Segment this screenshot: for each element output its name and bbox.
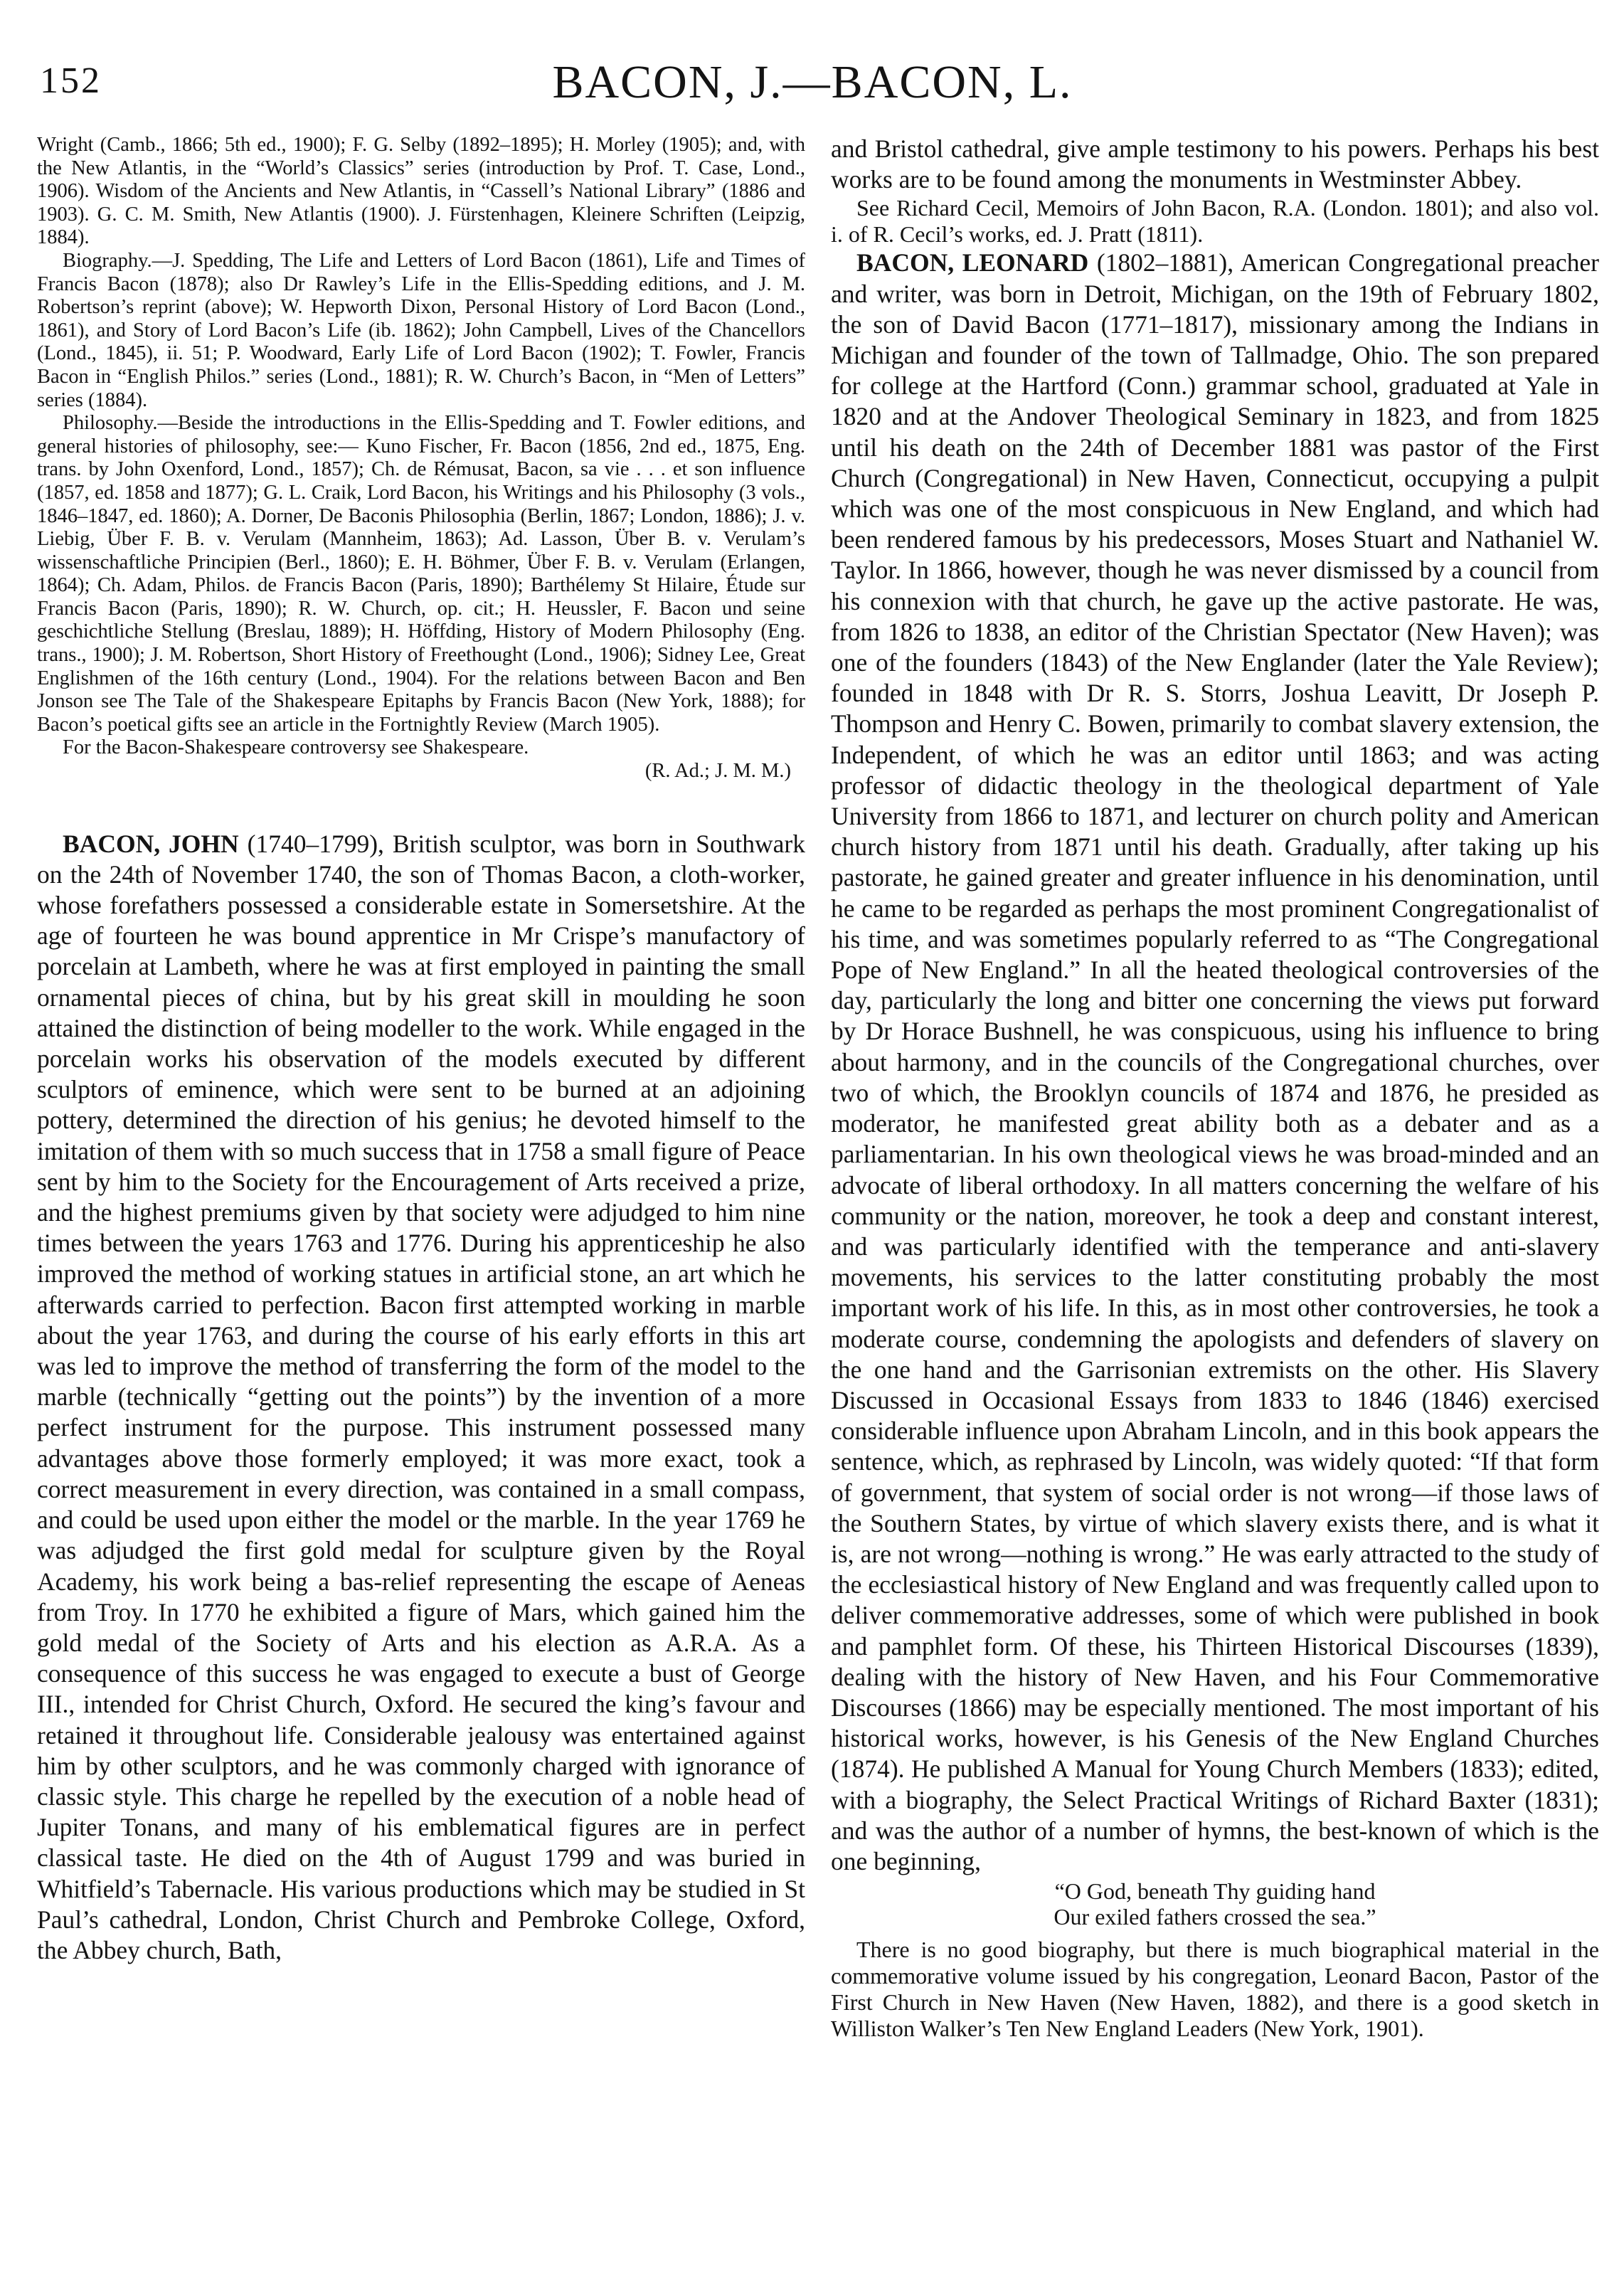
running-title: BACON, J.—BACON, L. [552, 56, 1073, 108]
philosophy-paragraph: Philosophy.—Beside the introductions in the Ellis-Spedding and T. Fowler editions, and general histories of philosophy, see:— Kuno Fischer, Fr. Bacon (1856, 2nd ed., 1875, Eng. trans. by John Oxenford, Lond., 1857); Ch. de Rémusat, Bacon, sa vie . . . et son influence (1857, ed. 1858 and 1877); G. L. Craik, Lord Bacon, his Writings and his Philosophy (3 vols., 1846–1847, ed. 1860); A. Dorner, De Baconis Philosophia (Berlin, 1867; London, 1886); J. v. Liebig, Über F. B. v. Verulam (Mannheim, 1863); Ad. Lasson, Über B. v. Verulam’s wissenschaftliche Principien (Berl., 1860); E. H. Böhmer, Über F. B. v. Verulam (Erlangen, 1864); Ch. Adam, Philos. de Francis Bacon (Paris, 1890); Barthélemy St Hilaire, Étude sur Francis Bacon (Paris, 1890); R. W. Church, op. cit.; H. Heussler, F. Bacon und seine geschichtliche Stellung (Breslau, 1889); H. Höffding, History of Modern Philosophy (Eng. trans., 1900); J. M. Robertson, Short History of Freethought (Lond., 1906); Sidney Lee, Great Englishmen of the 16th century (Lond., 1904). For the relations between Bacon and Ben Jonson see The Tale of the Shakespeare Epitaphs by Francis Bacon (New York, 1888); for Bacon’s poetical gifts see an article in the Fortnightly Review (March 1905). [37, 412, 805, 736]
bibliography-block [37, 134, 805, 783]
biography-paragraph: Biography.—J. Spedding, The Life and Letters of Lord Bacon (1861), Life and Times of Francis Bacon (1878); also Dr Rawley’s Life in the Ellis-Spedding editions, and J. M. Robertson’s reprint (above); W. Hepworth Dixon, Personal History of Lord Bacon (Lond., 1861), and Story of Lord Bacon’s Life (ib. 1862); John Campbell, Lives of the Chancellors (Lond., 1845), ii. 51; P. Woodward, Early Life of Lord Bacon (1902); T. Fowler, Francis Bacon in “English Philos.” series (Lond., 1881); R. W. Church’s Bacon, in “Men of Letters” series (1884). [37, 249, 805, 411]
john-bacon-continuation [831, 134, 1599, 195]
left-column [37, 134, 805, 1966]
verse-line-1: “O God, beneath Thy guiding hand [1054, 1878, 1376, 1905]
signature: (R. Ad.; J. M. M.) [644, 760, 791, 783]
john-bacon-reference [831, 195, 1599, 248]
article-leonard-bacon [831, 248, 1599, 1929]
headword-john-bacon: BACON, JOHN [63, 829, 239, 858]
leonard-bacon-reference [831, 1937, 1599, 2042]
right-column [831, 134, 1599, 2042]
hymn-verse [831, 1878, 1599, 1929]
leonard-bacon-body: (1802–1881), American Congregational preacher and writer, was born in Detroit, Michigan, on the 19th of February 1802, the son of David Bacon (1771–1817), missionary among the Indians in Michigan and founder of the town of Tallmadge, Ohio. The son prepared for college at the Hartford (Conn.) grammar school, graduated at Yale in 1820 and at the Andover Theological Seminary in 1823, and from 1825 until his death on the 24th of December 1881 was pastor of the First Church (Congregational) in New Haven, Connecticut, occupying a pulpit which was one of the most conspicuous in New England, and which had been rendered famous by his predecessors, Moses Stuart and Nathaniel W. Taylor. In 1866, however, though he was never dismissed by a council from his connexion with that church, he gave up the active pastorate. He was, from 1826 to 1838, an editor of the Christian Spectator (New Haven); was one of the founders (1843) of the New Englander (later the Yale Review); founded in 1848 with Dr R. S. Storrs, Joshua Leavitt, Dr Joseph P. Thompson and Henry C. Bowen, primarily to combat slavery extension, the Independent, of which he was an editor until 1863; and was acting professor of didactic theology in the theological department of Yale University from 1866 to 1871, and lecturer on church polity and American church history from 1871 until his death. Gradually, after taking up his pastorate, he gained greater and greater influence in his denomination, until he came to be regarded as perhaps the most prominent Congregationalist of his time, and was sometimes popularly referred to as “The Congregational Pope of New England.” In all the heated theological controversies of the day, particularly the long and bitter one concerning the views put forward by Dr Horace Bushnell, he was conspicuous, using his influence to bring about harmony, and in the councils of the Congregational churches, over two of which, the Brooklyn councils of 1874 and 1876, he presided as moderator, he manifested great ability both as a debater and as a parliamentarian. In his own theological views he was broad-minded and an advocate of liberal orthodoxy. In all matters concerning the welfare of his community or the nation, moreover, he took a deep and constant interest, and was particularly identified with the temperance and anti-slavery movements, his services to the latter constituting probably the most important work of his life. In this, as in most other controversies, he took a moderate course, condemning the apologists and defenders of slavery on the one hand and the Garrisonian extremists on the other. His Slavery Discussed in Occasional Essays from 1833 to 1846 (1846) exercised considerable influence upon Abraham Lincoln, and in this book appears the sentence, which, as rephrased by Lincoln, was widely quoted: “If that form of government, that system of social order is not wrong—if those laws of the Southern States, by virtue of which slavery exists there, and is what it is, are not wrong—nothing is wrong.” He was early attracted to the study of the ecclesiastical history of New England and was frequently called upon to deliver commemorative addresses, some of which were published in book and pamphlet form. Of these, his Thirteen Historical Discourses (1839), dealing with the history of New Haven, and his Four Commemorative Discourses (1866) may be especially mentioned. The most important of his historical works, however, is his Genesis of the New England Churches (1874). He published A Manual for Young Church Members (1833); edited, with a biography, the Select Practical Writings of Richard Baxter (1831); and was the author of a number of hymns, the best-known of which is the one beginning, [831, 248, 1599, 1875]
article-john-bacon [37, 829, 805, 1966]
john-bacon-cont-paragraph: and Bristol cathedral, give ample testimony to his powers. Perhaps his best works are to be found among the monuments in Westminster Abbey. [831, 134, 1599, 194]
john-bacon-body: (1740–1799), British sculptor, was born in Southwark on the 24th of November 1740, the son of Thomas Bacon, a cloth-worker, whose forefathers possessed a considerable estate in Somersetshire. At the age of fourteen he was bound apprentice in Mr Crispe’s manufactory of porcelain at Lambeth, where he was at first employed in painting the small ornamental pieces of china, but by his great skill in moulding he soon attained the distinction of being modeller to the work. While engaged in the porcelain works his observation of the models executed by different sculptors of eminence, which were sent to be burned at an adjoining pottery, determined the direction of his genius; he devoted himself to the imitation of them with so much success that in 1758 a small figure of Peace sent by him to the Society for the Encouragement of Arts received a prize, and the highest premiums given by that society were adjudged to him nine times between the years 1763 and 1776. During his apprenticeship he also improved the method of working statues in artificial stone, an art which he afterwards carried to perfection. Bacon first attempted working in marble about the year 1763, and during the course of his early efforts in this art was led to improve the method of transferring the form of the model to the marble (technically “getting out the points”) by the invention of a more perfect instrument for the purpose. This instrument possessed many advantages above those formerly employed; it was more exact, took a correct measurement in every direction, was contained in a small compass, and could be used upon either the model or the marble. In the year 1769 he was adjudged the first gold medal for sculpture given by the Royal Academy, his work being a bas-relief representing the escape of Aeneas from Troy. In 1770 he exhibited a figure of Mars, which gained him the gold medal of the Society of Arts and his election as A.R.A. As a consequence of this success he was engaged to execute a bust of George III., intended for Christ Church, Oxford. He secured the king’s favour and retained it throughout life. Considerable jealousy was entertained against him by other sculptors, and he was commonly charged with ignorance of classic style. This charge he repelled by the execution of a noble head of Jupiter Tonans, and many of his emblematical figures are in perfect classical taste. He died on the 4th of August 1799 and was buried in Whitfield’s Tabernacle. His various productions which may be studied in St Paul’s cathedral, London, Christ Church and Pembroke College, Oxford, the Abbey church, Bath, [37, 829, 805, 1964]
article-gap [37, 783, 805, 829]
page-number: 152 [40, 60, 102, 101]
editions-paragraph: Wright (Camb., 1866; 5th ed., 1900); F. G. Selby (1892–1895); H. Morley (1905); and, with the New Atlantis, in the “World’s Classics” series (introduction by Prof. T. Case, Lond., 1906). Wisdom of the Ancients and New Atlantis, in “Cassell’s National Library” (1886 and 1903). G. C. M. Smith, New Atlantis (1900). J. Fürstenhagen, Kleinere Schriften (Leipzig, 1884). [37, 134, 805, 249]
headword-leonard-bacon: BACON, LEONARD [856, 248, 1089, 277]
page-header [37, 55, 1588, 127]
leonard-bacon-ref-paragraph: There is no good biography, but there is much biographical material in the commemorative volume issued by his congregation, Leonard Bacon, Pastor of the First Church in New Haven (New Haven, 1882), and there is a good sketch in Williston Walker’s Ten New England Leaders (New York, 1901). [831, 1937, 1599, 2042]
john-bacon-ref-paragraph: See Richard Cecil, Memoirs of John Bacon, R.A. (London. 1801); and also vol. i. of R. Cecil’s works, ed. J. Pratt (1811). [831, 195, 1599, 248]
controversy-paragraph: For the Bacon-Shakespeare controversy see Shakespeare. [63, 736, 529, 759]
verse-line-2: Our exiled fathers crossed the sea.” [1054, 1904, 1376, 1930]
